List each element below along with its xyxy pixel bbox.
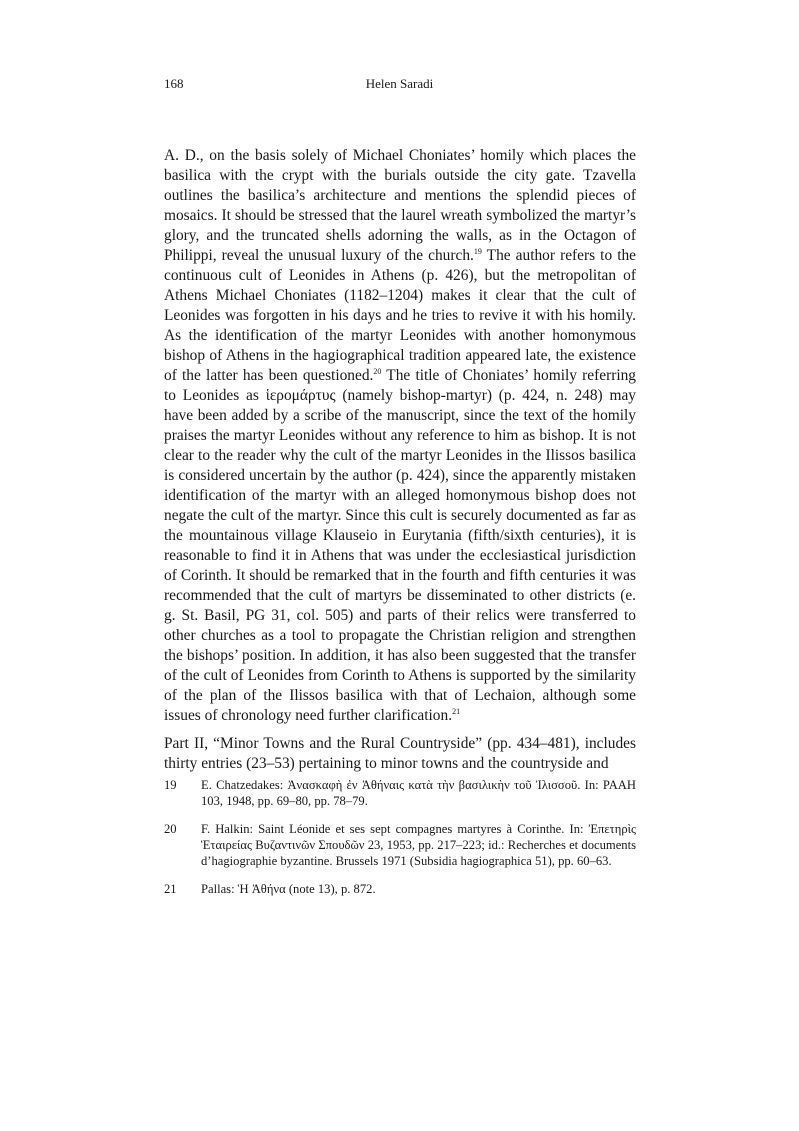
footnote-ref-21[interactable]: 21 bbox=[452, 707, 461, 716]
paragraph-1-part-2: The author refers to the continuous cult of Leonides in Athens (p. 426), but the metropolitan of Athens Michael Choniates (1182–1204) makes it clear that the cult of Leonides was forgotten in his days and he tries to revive it with his homily. As the identification of the martyr Leonides with another homonymous bishop of Athens in the hagiographical tradition appeared late, the existence of the latter has been questioned. bbox=[164, 247, 637, 384]
page-number: 168 bbox=[164, 76, 184, 91]
footnote-text: Pallas: Ἡ Ἀθήνα (note 13), p. 872. bbox=[201, 882, 376, 896]
footnotes bbox=[164, 777, 636, 909]
paragraph-2: Part II, “Minor Towns and the Rural Countryside” (pp. 434–481), includes thirty entries (23–53) pertaining to minor towns and the countryside and bbox=[164, 735, 636, 772]
footnote-ref-19[interactable]: 19 bbox=[473, 247, 482, 256]
paragraph-1-part-3: The title of Choniates’ homily referring to Leonides as ἱερομάρτυς (namely bishop-martyr) (p. 424, n. 248) may have been added by a scribe of the manuscript, since the text of the homily praises the martyr Leonides without any reference to him as bishop. It is not clear to the reader why the cult of the martyr Leonides in the Ilissos basilica is considered uncertain by the author (p. 424), since the apparently mistaken identification of the martyr with an alleged homonymous bishop does not negate the cult of the martyr. Since this cult is securely documented as far as the mountainous village Klauseio in Eurytania (fifth/sixth centuries), it is reasonable to find it in Athens that was under the ecclesiastical jurisdiction of Corinth. It should be remarked that in the fourth and fifth centuries it was recommended that the cult of martyrs be disseminated to other districts (e. g. St. Basil, PG 31, col. 505) and parts of their relics were transferred to other churches as a tool to propagate the Christian religion and strengthen the bishops’ position. In addition, it has also been suggested that the transfer of the cult of Leonides from Corinth to Athens is supported by the similarity of the plan of the Ilissos basilica with that of Lechaion, although some issues of chronology need further clarification. bbox=[164, 367, 636, 724]
footnote-20 bbox=[164, 821, 636, 869]
footnote-number: 20 bbox=[164, 822, 177, 836]
footnote-text: E. Chatzedakes: Ἀνασκαφὴ ἐν Ἀθήναις κατὰ τὴν βασιλικὴν τοῦ Ἰλισσοῦ. In: PAAH 103, 1948, pp. 69–80, pp. 78–79. bbox=[201, 778, 636, 808]
footnote-number: 21 bbox=[164, 882, 177, 896]
footnote-text: F. Halkin: Saint Léonide et ses sept compagnes martyres à Corinthe. In: Ἐπετηρὶς Ἑταιρείας Βυζαντινῶν Σπουδῶν 23, 1953, pp. 217–223; id.: Recherches et documents d’hagiographie byzantine. Brussels 1971 (Subsidia hagiographica 51), pp. 60–63. bbox=[201, 822, 636, 868]
body-text bbox=[164, 146, 636, 774]
footnote-ref-20[interactable]: 20 bbox=[373, 367, 382, 376]
footnote-number: 19 bbox=[164, 778, 177, 792]
running-head: Helen Saradi bbox=[365, 76, 434, 91]
paragraph-1-part-1: A. D., on the basis solely of Michael Choniates’ homily which places the basilica with the crypt with the burials outside the city gate. Tzavella outlines the basilica’s architecture and mentions the splendid pieces of mosaics. It should be stressed that the laurel wreath symbolized the martyr’s glory, and the truncated shells adorning the walls, as in the Octagon of Philippi, reveal the unusual luxury of the church. bbox=[164, 147, 636, 264]
footnote-21 bbox=[164, 881, 636, 897]
footnote-19 bbox=[164, 777, 636, 809]
paragraph-1 bbox=[164, 146, 636, 726]
